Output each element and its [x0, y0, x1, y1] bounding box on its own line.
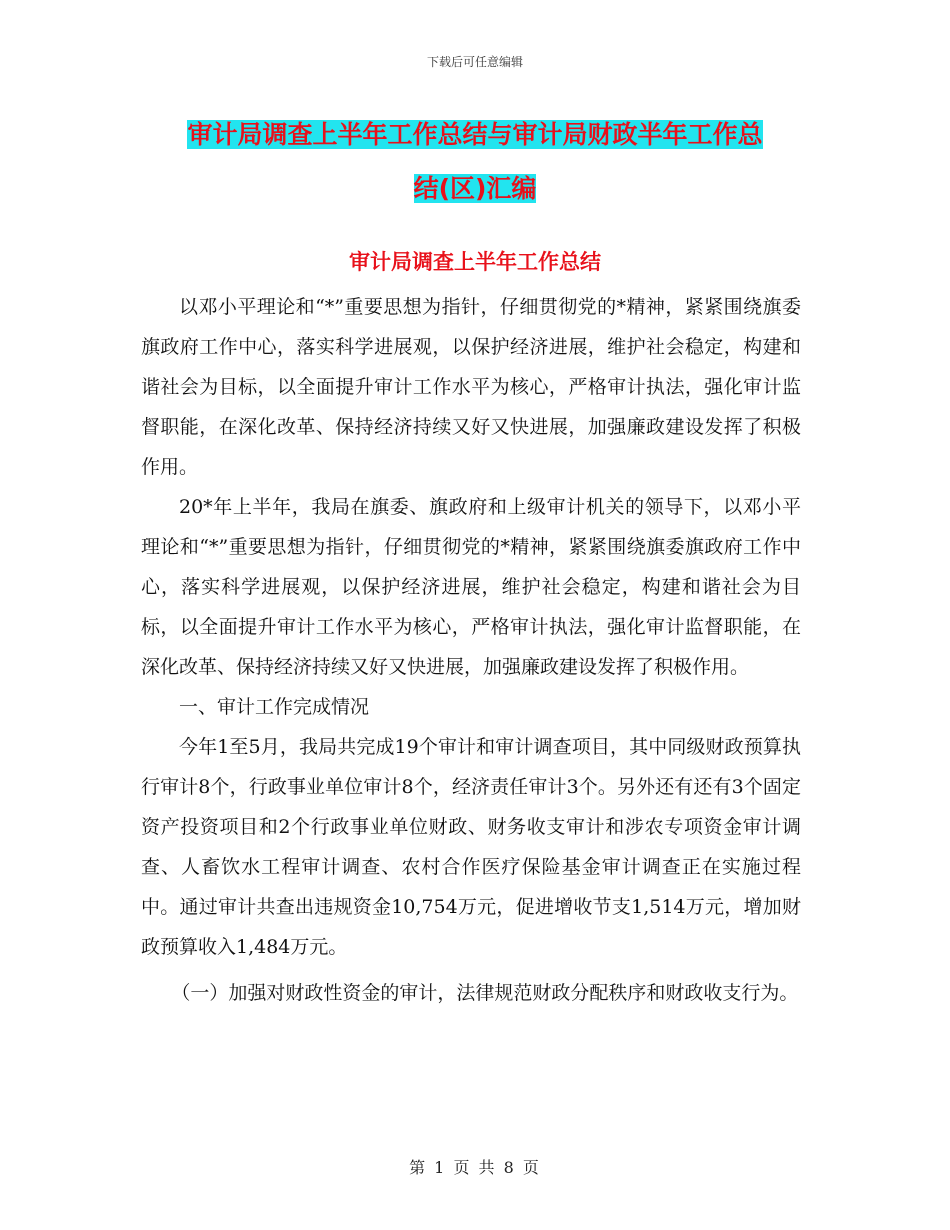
- page-footer: 第 1 页 共 8 页: [409, 1158, 541, 1177]
- subheading-fiscal-funds: （一）加强对财政性资金的审计，法律规范财政分配秩序和财政收支行为。: [171, 982, 799, 1004]
- paragraph-overview: 20*年上半年，我局在旗委、旗政府和上级审计机关的领导下，以邓小平理论和“*”重要思想为指针，仔细贯彻党的*精神，紧紧围绕旗委旗政府工作中心，落实科学进展观，以保护经济进展，维护社会稳定，构建和谐社会为目标，以全面提升审计工作水平为核心，严格审计执法，强化审计监督职能，在深化改革、保持经济持续又好又快进展，加强廉政建设发挥了积极作用。: [141, 496, 801, 678]
- heading-audit-work: 一、审计工作完成情况: [179, 696, 370, 718]
- title-line-1: 审计局调查上半年工作总结与审计局财政半年工作总: [187, 120, 763, 149]
- document-body: [141, 287, 801, 1013]
- section-title: 审计局调查上半年工作总结: [349, 250, 601, 274]
- paragraph-audit-results: 今年1至5月，我局共完成19个审计和审计调查项目，其中同级财政预算执行审计8个，行政事业单位审计8个，经济责任审计3个。另外还有还有3个固定资产投资项目和2个行政事业单位财政、财务收支审计和涉农专项资金审计调查、人畜饮水工程审计调查、农村合作医疗保险基金审计调查正在实施过程中。通过审计共查出违规资金10,754万元，促进增收节支1,514万元，增加财政预算收入1,484万元。: [141, 736, 801, 958]
- paragraph-intro: 以邓小平理论和“*”重要思想为指针，仔细贯彻党的*精神，紧紧围绕旗委旗政府工作中心，落实科学进展观，以保护经济进展，维护社会稳定，构建和谐社会为目标，以全面提升审计工作水平为核心，严格审计执法，强化审计监督职能，在深化改革、保持经济持续又好又快进展，加强廉政建设发挥了积极作用。: [141, 296, 801, 478]
- header-note: 下载后可任意编辑: [426, 55, 523, 69]
- title-line-2: 结(区)汇编: [413, 174, 537, 203]
- document-title: [140, 108, 810, 216]
